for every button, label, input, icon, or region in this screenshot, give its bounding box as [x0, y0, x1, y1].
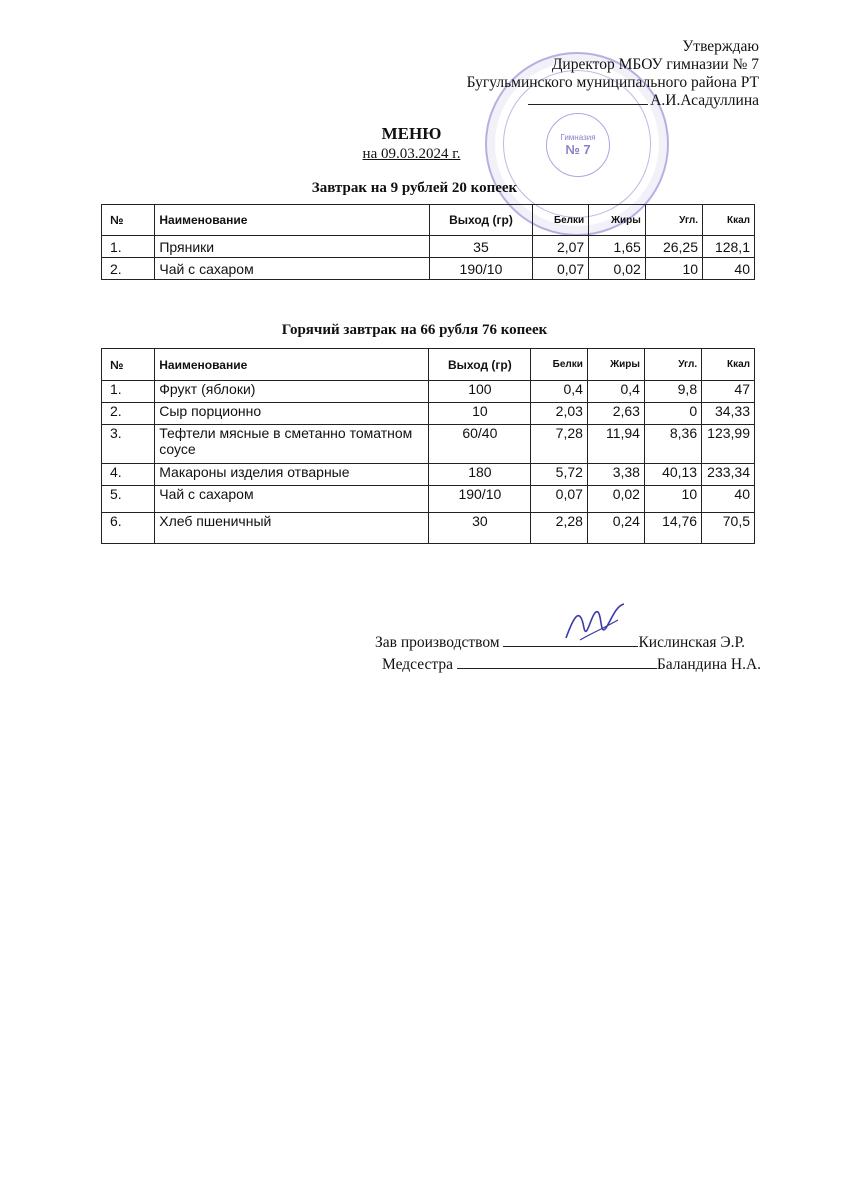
cell-fat: 0,02 — [589, 258, 646, 280]
cell-kcal: 40 — [703, 258, 755, 280]
table-header-row — [102, 349, 755, 381]
cell-fat: 3,38 — [587, 464, 644, 486]
header-fat: Жиры — [587, 349, 644, 381]
header-carbs: Угл. — [645, 205, 702, 236]
cell-protein: 0,4 — [531, 381, 588, 403]
cell-kcal: 34,33 — [702, 403, 755, 425]
approval-line-2: Директор МБОУ гимназии № 7 — [551, 56, 759, 73]
cell-protein: 5,72 — [531, 464, 588, 486]
approval-line-1: Утверждаю — [682, 38, 759, 55]
cell-no: 2. — [102, 403, 155, 425]
cell-name: Макароны изделия отварные — [155, 464, 429, 486]
cell-output: 190/10 — [429, 486, 531, 513]
cell-fat: 1,65 — [589, 236, 646, 258]
cell-name: Фрукт (яблоки) — [155, 381, 429, 403]
cell-name: Чай с сахаром — [155, 486, 429, 513]
cell-output: 30 — [429, 513, 531, 544]
header-name: Наименование — [155, 349, 429, 381]
table-row — [102, 486, 755, 513]
approval-block — [467, 38, 759, 110]
table-row — [102, 513, 755, 544]
cell-protein: 7,28 — [531, 425, 588, 464]
cell-carbs: 26,25 — [645, 236, 702, 258]
director-name: А.И.Асадуллина — [650, 92, 759, 109]
table-row — [102, 403, 755, 425]
cell-kcal: 233,34 — [702, 464, 755, 486]
production-signature-line — [503, 632, 638, 647]
table-row — [102, 236, 755, 258]
hot-breakfast-title: Горячий завтрак на 66 рубля 76 копеек — [281, 322, 548, 338]
header-protein: Белки — [532, 205, 589, 236]
cell-no: 3. — [102, 425, 155, 464]
cell-fat: 0,24 — [587, 513, 644, 544]
cell-output: 60/40 — [429, 425, 531, 464]
header-no: № — [102, 205, 155, 236]
cell-kcal: 47 — [702, 381, 755, 403]
cell-carbs: 9,8 — [644, 381, 701, 403]
cell-protein: 2,03 — [531, 403, 588, 425]
cell-no: 1. — [102, 381, 155, 403]
cell-name: Сыр порционно — [155, 403, 429, 425]
breakfast-table — [101, 204, 755, 280]
header-protein: Белки — [531, 349, 588, 381]
cell-output: 10 — [429, 403, 531, 425]
cell-output: 35 — [430, 236, 532, 258]
header-carbs: Угл. — [644, 349, 701, 381]
cell-kcal: 40 — [702, 486, 755, 513]
production-signature — [375, 632, 745, 652]
cell-name: Тефтели мясные в сметанно томатном соусе — [155, 425, 429, 464]
cell-fat: 11,94 — [587, 425, 644, 464]
cell-carbs: 40,13 — [644, 464, 701, 486]
header-output: Выход (гр) — [430, 205, 532, 236]
cell-output: 190/10 — [430, 258, 532, 280]
header-kcal: Ккал — [703, 205, 755, 236]
cell-carbs: 14,76 — [644, 513, 701, 544]
cell-no: 6. — [102, 513, 155, 544]
cell-no: 1. — [102, 236, 155, 258]
cell-carbs: 0 — [644, 403, 701, 425]
cell-output: 180 — [429, 464, 531, 486]
menu-date: на 09.03.2024 г. — [362, 146, 461, 162]
nurse-role: Медсестра — [382, 656, 453, 673]
cell-kcal: 70,5 — [702, 513, 755, 544]
cell-protein: 0,07 — [531, 486, 588, 513]
cell-kcal: 128,1 — [703, 236, 755, 258]
header-output: Выход (гр) — [429, 349, 531, 381]
nurse-signature-line — [457, 654, 657, 669]
approval-signature-line — [528, 92, 648, 105]
hot-breakfast-table — [101, 348, 755, 544]
cell-fat: 0,02 — [587, 486, 644, 513]
cell-protein: 0,07 — [532, 258, 589, 280]
stamp-core-label: Гимназия — [560, 133, 596, 142]
stamp-core — [546, 113, 610, 177]
cell-protein: 2,28 — [531, 513, 588, 544]
cell-protein: 2,07 — [532, 236, 589, 258]
menu-title: МЕНЮ — [381, 124, 442, 143]
approval-line-3: Бугульминского муниципального района РТ — [466, 74, 759, 91]
table-row — [102, 381, 755, 403]
cell-carbs: 10 — [645, 258, 702, 280]
breakfast-title: Завтрак на 9 рублей 20 копеек — [311, 180, 518, 196]
header-fat: Жиры — [589, 205, 646, 236]
cell-kcal: 123,99 — [702, 425, 755, 464]
cell-name: Хлеб пшеничный — [155, 513, 429, 544]
table-header-row — [102, 205, 755, 236]
table-row — [102, 258, 755, 280]
approval-line-4 — [467, 92, 759, 110]
cell-no: 4. — [102, 464, 155, 486]
cell-no: 2. — [102, 258, 155, 280]
cell-carbs: 8,36 — [644, 425, 701, 464]
header-no: № — [102, 349, 155, 381]
cell-name: Пряники — [155, 236, 430, 258]
header-kcal: Ккал — [702, 349, 755, 381]
nurse-name: Баландина Н.А. — [656, 656, 762, 673]
production-role: Зав производством — [375, 634, 500, 651]
cell-fat: 2,63 — [587, 403, 644, 425]
cell-name: Чай с сахаром — [155, 258, 430, 280]
table-row — [102, 464, 755, 486]
cell-carbs: 10 — [644, 486, 701, 513]
cell-output: 100 — [429, 381, 531, 403]
cell-no: 5. — [102, 486, 155, 513]
header-name: Наименование — [155, 205, 430, 236]
cell-fat: 0,4 — [587, 381, 644, 403]
table-row — [102, 425, 755, 464]
stamp-core-number: № 7 — [565, 142, 591, 157]
production-name: Кислинская Э.Р. — [638, 634, 746, 651]
nurse-signature — [382, 654, 761, 674]
